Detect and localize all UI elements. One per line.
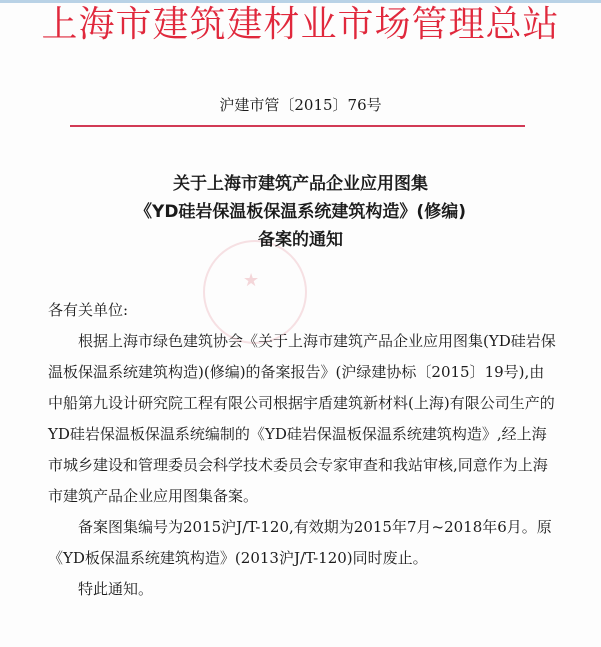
title-line-1: 关于上海市建筑产品企业应用图集 [173,174,428,194]
org-title: 上海市建筑建材业市场管理总站 [41,4,560,45]
salutation: 各有关单位: [48,301,129,319]
notice-title [0,170,601,254]
paragraph-1: 根据上海市绿色建筑协会《关于上海市建筑产品企业应用图集(YD硅岩保温板保温系统建筑构造)(修编)的备案报告》(沪绿建协标〔2015〕19号),由中船第九设计研究院工程有限公司根据宇盾建筑新材料(上海)有限公司生产的YD硅岩保温板保温系统编制的《YD硅岩保温板保温系统建筑构造》,经上海市城乡建设和管理委员会科学技术委员会专家审查和我站审核,同意作为上海市建筑产品企业应用图集备案。 [48,332,556,505]
document-number: 沪建市管〔2015〕76号 [219,96,382,114]
title-line-3: 备案的通知 [258,230,343,250]
seal-star-icon: ★ [243,270,260,291]
header-divider [70,125,525,127]
title-line-2: 《YD硅岩保温板保温系统建筑构造》(修编) [135,202,466,222]
top-border [0,0,601,3]
closing: 特此通知。 [78,580,154,598]
notice-body [48,295,558,605]
paragraph-2: 备案图集编号为2015沪J/T-120,有效期为2015年7月~2018年6月。原《YD板保温系统建筑构造》(2013沪J/T-120)同时废止。 [48,518,552,567]
